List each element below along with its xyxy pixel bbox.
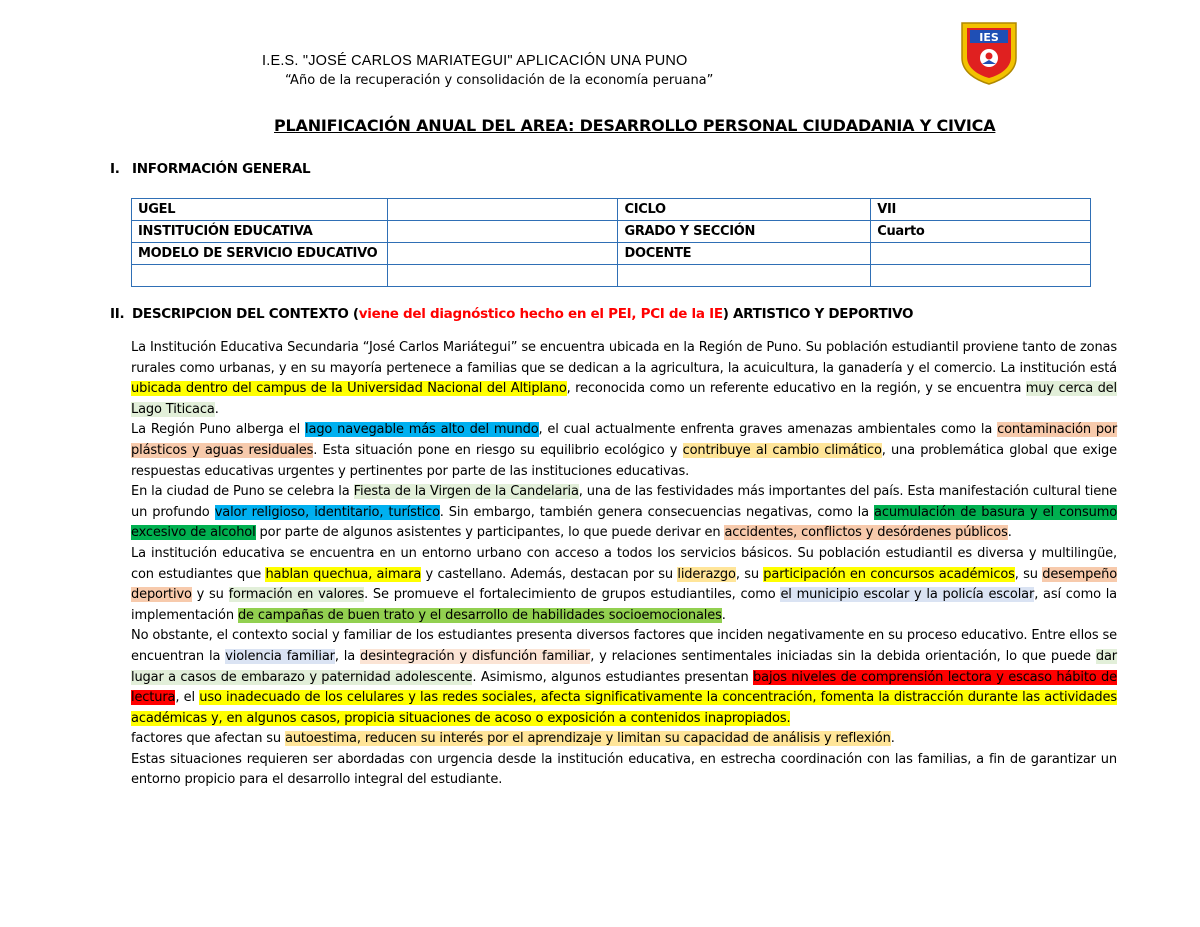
section-heading-general: [110, 161, 310, 177]
paragraph-text: , y relaciones sentimentales iniciadas sin la debida orientación, lo que puede: [590, 648, 1096, 664]
highlighted-text: muy cerca del Lago Titicaca: [131, 381, 1117, 417]
paragraph-text: La Región Puno alberga el: [131, 422, 306, 438]
paragraph-text: factores que afectan su: [131, 731, 285, 747]
table-cell: Cuarto: [871, 221, 1091, 243]
context-paragraph: [131, 626, 1117, 729]
school-logo: [958, 20, 1020, 86]
logo-text: IES: [979, 31, 999, 44]
highlighted-text: violencia familiar: [225, 648, 335, 664]
paragraph-text: No obstante, el contexto social y familiar de los estudiantes presenta diversos factores que inciden negativamente en su proceso educativo. Entre ellos se encuentran la: [131, 628, 1117, 664]
paragraph-text: .: [214, 401, 219, 417]
year-motto: “Año de la recuperación y consolidación de la economía peruana”: [285, 73, 714, 88]
institution-header: I.E.S. "JOSÉ CARLOS MARIATEGUI" APLICACIÓN UNA PUNO: [262, 53, 688, 69]
table-cell: MODELO DE SERVICIO EDUCATIVO: [132, 243, 388, 265]
highlighted-text: autoestima, reducen su interés por el aprendizaje y limitan su capacidad de análisis y reflexión: [285, 731, 891, 747]
paragraph-text: . Asimismo, algunos estudiantes presentan: [472, 669, 754, 685]
highlighted-text: contaminación por plásticos y aguas residuales: [131, 422, 1118, 458]
highlighted-text: dar lugar a casos de embarazo y paternidad adolescente: [131, 648, 1117, 685]
general-info-table: [131, 198, 1091, 287]
highlighted-text: accidentes, conflictos y desórdenes públicos: [724, 525, 1008, 541]
highlighted-text: lago navegable más alto del mundo: [305, 422, 539, 438]
table-row: [132, 221, 1091, 243]
paragraph-text: Estas situaciones requieren ser abordadas con urgencia desde la institución educativa, en estrecha coordinación con las familias, a fin de garantizar un entorno propicio para el desarrollo integral del estudiante.: [131, 751, 1117, 788]
table-cell: VII: [871, 199, 1091, 221]
table-cell: [387, 265, 618, 287]
table-cell: UGEL: [132, 199, 388, 221]
section-title-note: viene del diagnóstico hecho en el PEI, PCI de la IE: [358, 306, 723, 322]
table-cell: DOCENTE: [618, 243, 871, 265]
highlighted-text: valor religioso, identitario, turístico: [214, 504, 440, 520]
highlighted-text: bajos niveles de comprensión lectora y escaso hábito de lectura: [131, 669, 1118, 706]
table-cell: [387, 199, 618, 221]
highlighted-text: uso inadecuado de los celulares y las redes sociales, afecta significativamente la concentración, fomenta la distracción durante las actividades académicas y, en algunos casos, propicia situaciones de acoso o exposición a contenidos inapropiados.: [131, 690, 1117, 726]
table-cell: [618, 265, 871, 287]
paragraph-text: , la: [334, 648, 361, 664]
table-cell: GRADO Y SECCIÓN: [618, 221, 871, 243]
table-cell: [871, 243, 1091, 265]
paragraph-text: , su: [735, 566, 764, 582]
paragraph-text: , el cual actualmente enfrenta graves amenazas ambientales como la: [538, 422, 998, 438]
paragraph-text: , una problemática global que exige respuestas educativas urgentes y pertinentes por parte de las instituciones educativas.: [131, 442, 1117, 479]
table-row: [132, 265, 1091, 287]
paragraph-text: .: [1007, 525, 1012, 541]
paragraph-text: .: [721, 607, 726, 623]
highlighted-text: Fiesta de la Virgen de la Candelaria: [353, 484, 579, 500]
paragraph-text: La Institución Educativa Secundaria “José Carlos Mariátegui” se encuentra ubicada en la Región de Puno. Su población estudiantil proviene tanto de zonas rurales como urbanas, y en su mayoría pertenece a familias que se dedican a la agricultura, la acuicultura, la ganadería y el comercio. La institución está: [131, 340, 1117, 376]
paragraph-text: por parte de algunos asistentes y participantes, lo que puede derivar en: [255, 525, 725, 541]
document-title: PLANIFICACIÓN ANUAL DEL AREA: DESARROLLO PERSONAL CIUDADANIA Y CIVICA: [274, 116, 996, 135]
paragraph-text: .: [890, 731, 895, 747]
highlighted-text: liderazgo: [677, 566, 736, 582]
table-cell: INSTITUCIÓN EDUCATIVA: [132, 221, 388, 243]
table-cell: [387, 221, 618, 243]
context-paragraph: [131, 420, 1117, 482]
highlighted-text: participación en concursos académicos: [763, 566, 1015, 582]
paragraph-text: . Sin embargo, también genera consecuencias negativas, como la: [439, 504, 874, 520]
paragraph-text: . Esta situación pone en riesgo su equilibrio ecológico y: [313, 442, 683, 458]
highlighted-text: desempeño deportivo: [131, 566, 1117, 603]
section-number: I.: [110, 161, 120, 177]
highlighted-text: formación en valores: [228, 587, 365, 603]
table-row: [132, 199, 1091, 221]
section-heading-context: [110, 306, 913, 322]
table-cell: [871, 265, 1091, 287]
highlighted-text: contribuye al cambio climático: [682, 442, 882, 458]
highlighted-text: desintegración y disfunción familiar: [360, 648, 591, 664]
context-paragraph: [131, 750, 1117, 791]
section-title-end: ) ARTISTICO Y DEPORTIVO: [722, 306, 914, 322]
highlighted-text: ubicada dentro del campus de la Universidad Nacional del Altiplano: [131, 381, 567, 397]
paragraph-text: y su: [191, 587, 229, 603]
paragraph-text: y castellano. Además, destacan por su: [421, 566, 678, 582]
context-paragraph: [131, 338, 1117, 420]
table-cell: CICLO: [618, 199, 871, 221]
context-description: [131, 338, 1117, 791]
table-cell: [387, 243, 618, 265]
paragraph-text: , reconocida como un referente educativo en la región, y se encuentra: [566, 381, 1026, 397]
context-paragraph: [131, 482, 1117, 544]
section-title-start: DESCRIPCION DEL CONTEXTO (: [132, 306, 359, 322]
paragraph-text: , así como la implementación: [131, 587, 1117, 623]
paragraph-text: , su: [1014, 566, 1043, 582]
highlighted-text: acumulación de basura y el consumo excesivo de alcohol: [131, 504, 1118, 541]
highlighted-text: el municipio escolar y la policía escolar: [780, 587, 1035, 603]
paragraph-text: En la ciudad de Puno se celebra la: [131, 484, 354, 500]
highlighted-text: de campañas de buen trato y el desarrollo de habilidades socioemocionales: [237, 607, 722, 623]
context-paragraph: [131, 729, 1117, 750]
paragraph-text: , una de las festividades más importantes del país. Esta manifestación cultural tiene un profundo: [131, 484, 1118, 520]
section-title: INFORMACIÓN GENERAL: [132, 161, 311, 177]
section-number: II.: [110, 306, 125, 322]
table-cell: [132, 265, 388, 287]
paragraph-text: , el: [175, 690, 200, 706]
table-row: [132, 243, 1091, 265]
paragraph-text: La institución educativa se encuentra en un entorno urbano con acceso a todos los servicios básicos. Su población estudiantil es diversa y multilingüe, con estudiantes que: [131, 545, 1117, 582]
context-paragraph: [131, 544, 1117, 626]
highlighted-text: hablan quechua, aimara: [265, 566, 422, 582]
paragraph-text: . Se promueve el fortalecimiento de grupos estudiantiles, como: [364, 587, 781, 603]
